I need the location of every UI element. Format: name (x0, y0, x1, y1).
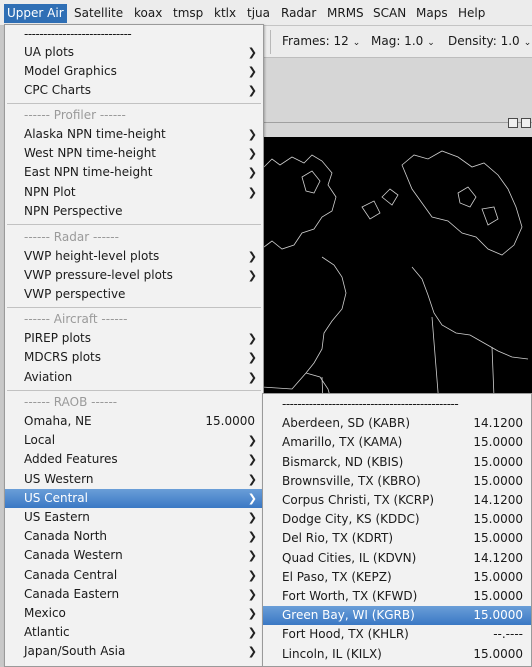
menu-item-ua-plots[interactable] (5, 43, 263, 62)
chevron-right-icon: ❯ (247, 250, 257, 263)
tab-bar (262, 122, 532, 132)
tearoff-dashes: ---------------------------- (24, 27, 132, 41)
menubar (0, 0, 532, 26)
menu-item-label: Canada Western (24, 548, 123, 562)
menu-koax[interactable]: koax (134, 6, 163, 20)
station-value: 14.1200 (473, 416, 523, 430)
menu-ktlx[interactable]: ktlx (214, 6, 237, 20)
menu-tearoff[interactable] (263, 395, 531, 414)
menu-item-us-western[interactable] (5, 470, 263, 489)
menu-item-canada-eastern[interactable] (5, 585, 263, 604)
menu-item-west-npn[interactable] (5, 144, 263, 163)
menu-satellite[interactable]: Satellite (74, 6, 124, 20)
menu-item-label: Mexico (24, 606, 66, 620)
menu-item-us-eastern[interactable] (5, 508, 263, 527)
menu-item-canada-central[interactable] (5, 566, 263, 585)
menu-separator (7, 103, 261, 104)
menu-item-label: Omaha, NE (24, 414, 92, 428)
station-value: --.---- (493, 627, 523, 641)
section-header-label: ------ Radar ------ (24, 230, 119, 244)
section-header-label: ------ Aircraft ------ (24, 312, 128, 326)
chevron-right-icon: ❯ (247, 434, 257, 447)
station-value: 15.0000 (473, 531, 523, 545)
menu-item-label: US Western (24, 472, 94, 486)
menu-scan[interactable]: SCAN (373, 6, 407, 20)
station-name: Fort Worth, TX (KFWD) (282, 589, 418, 603)
station-name: Amarillo, TX (KAMA) (282, 435, 403, 449)
station-value: 14.1200 (473, 493, 523, 507)
menu-item-label: VWP perspective (24, 287, 126, 301)
station-item-kbis[interactable] (263, 453, 531, 472)
mag-label: Mag: 1.0 (371, 34, 424, 48)
chevron-down-icon: ⌄ (523, 38, 532, 48)
station-item-kfwd[interactable] (263, 587, 531, 606)
menu-separator (7, 224, 261, 225)
pane-header (262, 58, 532, 137)
chevron-right-icon: ❯ (247, 128, 257, 141)
station-item-kcrp[interactable] (263, 491, 531, 510)
section-header-label: ------ Profiler ------ (24, 108, 126, 122)
menu-tearoff[interactable] (5, 25, 263, 44)
section-header-raob (5, 393, 263, 412)
density-dropdown[interactable] (448, 34, 531, 48)
menu-item-atlantic[interactable] (5, 623, 263, 642)
menu-item-alaska-npn[interactable] (5, 125, 263, 144)
menu-item-label: US Central (24, 491, 88, 505)
station-value: 15.0000 (473, 512, 523, 526)
menu-item-label: Added Features (24, 452, 118, 466)
chevron-right-icon: ❯ (247, 166, 257, 179)
station-item-kabr[interactable] (263, 414, 531, 433)
section-header-profiler (5, 106, 263, 125)
frames-label: Frames: 12 (282, 34, 349, 48)
minimize-pane-button[interactable] (508, 118, 518, 128)
section-header-aircraft (5, 310, 263, 329)
upper-air-menu (4, 24, 264, 667)
menu-item-label: US Eastern (24, 510, 90, 524)
station-name: Bismarck, ND (KBIS) (282, 455, 404, 469)
menu-item-vwp-pressure[interactable] (5, 266, 263, 285)
station-name: Quad Cities, IL (KDVN) (282, 551, 417, 565)
chevron-right-icon: ❯ (247, 473, 257, 486)
menu-item-npn-perspective[interactable] (5, 202, 263, 221)
menu-item-mexico[interactable] (5, 604, 263, 623)
menu-item-label: NPN Plot (24, 185, 76, 199)
density-label: Density: 1.0 (448, 34, 520, 48)
menu-item-label: Local (24, 433, 56, 447)
chevron-right-icon: ❯ (247, 65, 257, 78)
chevron-right-icon: ❯ (247, 269, 257, 282)
maximize-pane-button[interactable] (521, 118, 531, 128)
station-name: Dodge City, KS (KDDC) (282, 512, 420, 526)
chevron-down-icon: ⌄ (352, 38, 361, 48)
chevron-right-icon: ❯ (247, 46, 257, 59)
station-name: Fort Hood, TX (KHLR) (282, 627, 409, 641)
menu-item-label: CPC Charts (24, 83, 92, 97)
menu-item-east-npn[interactable] (5, 163, 263, 182)
menu-item-aviation[interactable] (5, 368, 263, 387)
station-value: 15.0000 (473, 608, 523, 622)
station-name: Del Rio, TX (KDRT) (282, 531, 394, 545)
menu-item-label: Canada Central (24, 568, 118, 582)
chevron-right-icon: ❯ (247, 511, 257, 524)
menu-item-added-features[interactable] (5, 450, 263, 469)
chevron-right-icon: ❯ (247, 453, 257, 466)
station-name: Brownsville, TX (KBRO) (282, 474, 421, 488)
toolbar-separator (270, 30, 271, 54)
menu-item-cpc-charts[interactable] (5, 81, 263, 100)
station-name: Corpus Christi, TX (KCRP) (282, 493, 435, 507)
tearoff-dashes: ---------------------------------------------- (282, 397, 459, 411)
station-item-kilx[interactable] (263, 645, 531, 664)
station-item-kbro[interactable] (263, 472, 531, 491)
station-item-kgrb[interactable] (263, 606, 531, 625)
section-header-radar (5, 228, 263, 247)
chevron-right-icon: ❯ (247, 626, 257, 639)
menu-item-label: Canada Eastern (24, 587, 120, 601)
menu-item-label: NPN Perspective (24, 204, 123, 218)
station-value: 15.0000 (473, 455, 523, 469)
menu-item-label: Alaska NPN time-height (24, 127, 166, 141)
menu-mrms[interactable]: MRMS (327, 6, 364, 20)
chevron-down-icon: ⌄ (427, 38, 435, 48)
chevron-right-icon: ❯ (247, 84, 257, 97)
menu-item-label: Japan/South Asia (24, 644, 126, 658)
menu-item-vwp-height[interactable] (5, 247, 263, 266)
chevron-right-icon: ❯ (247, 371, 257, 384)
station-value: 15.0000 (473, 474, 523, 488)
station-item-kdvn[interactable] (263, 549, 531, 568)
menu-item-label: Model Graphics (24, 64, 117, 78)
menu-item-japan-south-asia[interactable] (5, 642, 263, 661)
menu-tmsp[interactable]: tmsp (173, 6, 204, 20)
chevron-right-icon: ❯ (247, 607, 257, 620)
menu-item-label: VWP height-level plots (24, 249, 160, 263)
menu-item-label: Canada North (24, 529, 108, 543)
section-header-label: ------ RAOB ------ (24, 395, 118, 409)
chevron-right-icon: ❯ (247, 492, 257, 505)
chevron-right-icon: ❯ (247, 569, 257, 582)
toolbar (262, 26, 532, 58)
chevron-right-icon: ❯ (247, 351, 257, 364)
station-item-khlr[interactable] (263, 625, 531, 644)
chevron-right-icon: ❯ (247, 332, 257, 345)
chevron-right-icon: ❯ (247, 530, 257, 543)
menu-item-model-graphics[interactable] (5, 62, 263, 81)
station-item-kepz[interactable] (263, 568, 531, 587)
chevron-right-icon: ❯ (247, 186, 257, 199)
chevron-right-icon: ❯ (247, 147, 257, 160)
station-value: 14.1200 (473, 551, 523, 565)
station-name: Aberdeen, SD (KABR) (282, 416, 411, 430)
mag-dropdown[interactable] (371, 34, 435, 48)
station-value: 15.0000 (205, 414, 255, 428)
menu-item-pirep-plots[interactable] (5, 329, 263, 348)
menu-item-label: UA plots (24, 45, 75, 59)
menu-radar[interactable]: Radar (281, 6, 317, 20)
menu-item-label: West NPN time-height (24, 146, 157, 160)
us-central-submenu (262, 393, 532, 667)
menu-tjua[interactable]: tjua (247, 6, 270, 20)
menu-item-label: Atlantic (24, 625, 70, 639)
menu-item-vwp-perspective[interactable] (5, 285, 263, 304)
station-item-kddc[interactable] (263, 510, 531, 529)
station-value: 15.0000 (473, 570, 523, 584)
menu-item-label: PIREP plots (24, 331, 91, 345)
menu-separator (7, 390, 261, 391)
station-value: 15.0000 (473, 435, 523, 449)
station-value: 15.0000 (473, 589, 523, 603)
chevron-right-icon: ❯ (247, 549, 257, 562)
menu-item-npn-plot[interactable] (5, 183, 263, 202)
menu-upper-air[interactable]: Upper Air (4, 4, 67, 23)
station-name: Lincoln, IL (KILX) (282, 647, 382, 661)
menu-item-us-central[interactable] (5, 489, 263, 508)
station-item-kama[interactable] (263, 433, 531, 452)
menu-item-canada-north[interactable] (5, 527, 263, 546)
menu-item-label: VWP pressure-level plots (24, 268, 173, 282)
menu-help[interactable]: Help (458, 6, 486, 20)
menu-maps[interactable]: Maps (416, 6, 448, 20)
station-value: 15.0000 (473, 647, 523, 661)
menu-item-local[interactable] (5, 431, 263, 450)
menu-item-omaha[interactable] (5, 412, 263, 431)
menu-item-label: Aviation (24, 370, 73, 384)
station-item-kdrt[interactable] (263, 529, 531, 548)
chevron-right-icon: ❯ (247, 645, 257, 658)
station-name: Green Bay, WI (KGRB) (282, 608, 415, 622)
menu-item-label: MDCRS plots (24, 350, 101, 364)
menu-item-label: East NPN time-height (24, 165, 153, 179)
menu-separator (7, 307, 261, 308)
menu-item-mdcrs-plots[interactable] (5, 348, 263, 367)
station-name: El Paso, TX (KEPZ) (282, 570, 392, 584)
chevron-right-icon: ❯ (247, 588, 257, 601)
frames-dropdown[interactable] (282, 34, 360, 48)
menu-item-canada-western[interactable] (5, 546, 263, 565)
